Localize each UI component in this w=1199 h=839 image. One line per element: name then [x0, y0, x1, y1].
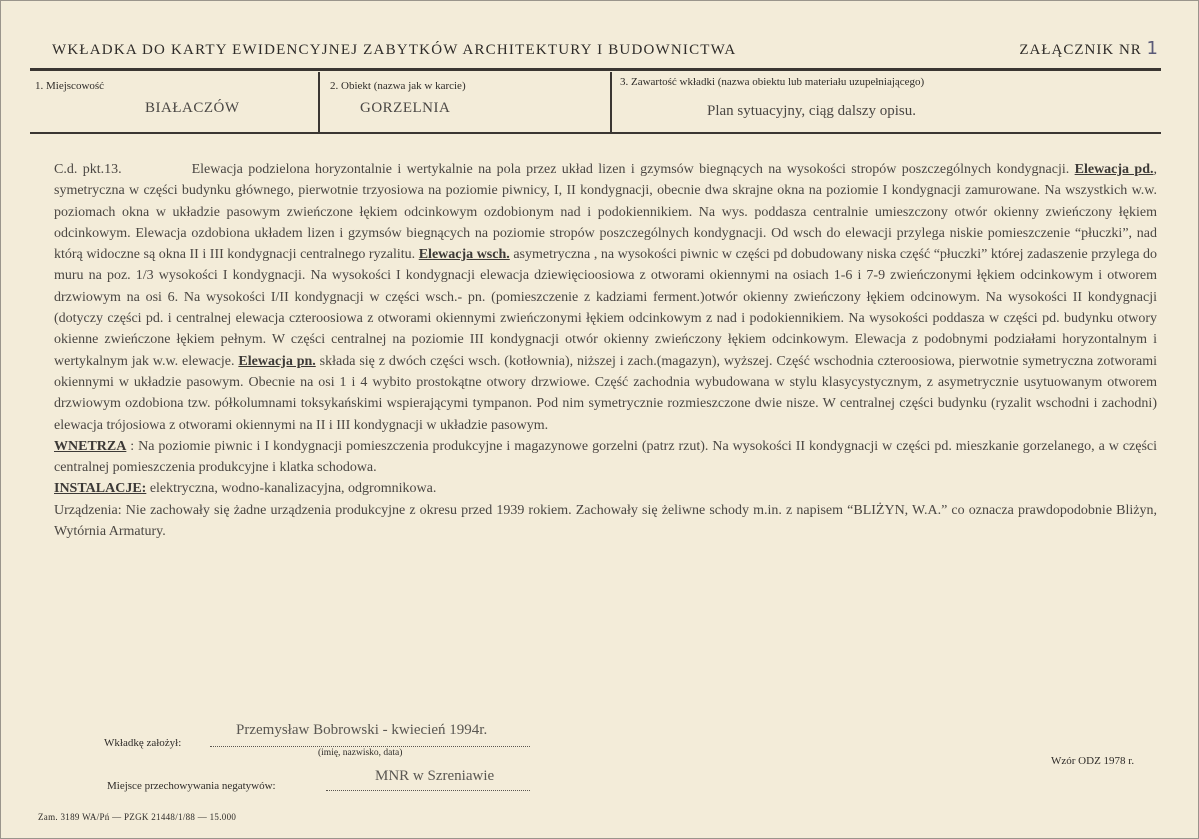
heading-installations: INSTALACJE:	[54, 481, 147, 497]
contents-box	[610, 72, 1163, 132]
heading-east-elevation: Elewacja wsch.	[418, 247, 510, 263]
annex-number: 1	[1146, 38, 1159, 59]
created-by-hint: (imię, nazwisko, data)	[318, 748, 403, 758]
locality-label: 1. Miejscowość	[35, 80, 105, 92]
header-fields	[30, 72, 1161, 134]
form-title: WKŁADKA DO KARTY EWIDENCYJNEJ ZABYTKÓW ARCHITEKTURY I BUDOWNICTWA	[52, 42, 737, 58]
negatives-storage-line	[326, 790, 530, 791]
object-label: 2. Obiekt (nazwa jak w karcie)	[330, 80, 466, 92]
equipment-text: Urządzenia: Nie zachowały się żadne urządzenia produkcyjne z okresu przed 1939 rokiem. Zachowały się żeliwne schody m.in. z napisem “BLIŻYN, W.A.” co oznacza prawdopodobnie Bliżyn, Wytórnia Armatury.	[54, 502, 1157, 540]
created-by-value: Przemysław Bobrowski - kwiecień 1994r.	[236, 722, 488, 738]
print-order-note: Zam. 3189 WA/Pń — PZGK 21448/1/88 — 15.000	[38, 812, 237, 822]
annex-label	[1019, 38, 1159, 59]
south-elevation-text: , symetryczna w części budynku głównego, pierwotnie trzyosiowa na poziomie piwnicy, I, II kondygnacji, obecnie dwa skrajne okna na poziomie I kondygnacji zamurowane. Na wszystkich w.w. poziomach okna w układzie pasowym zwieńczone łękiem odcinkowym ozdobionym nad i podokiennikiem. Na wys. poddasza centralnie umieszczony otwór okienny zwieńczony łękiem odcinkowym. Elewacja ozdobiona układem lizen i gzymsów biegnących na poziomie stropów poszczególnych kondygnacji. Od wsch do elewacji przylega niskie pomieszczenie “płuczki”, nad którą widoczne są okna II i III kondygnacji centralnego ryzalitu.	[54, 162, 1157, 263]
heading-interiors: WNETRZA	[54, 438, 127, 454]
contents-value: Plan sytuacyjny, ciąg dalszy opisu.	[707, 103, 916, 119]
annex-label-text: ZAŁĄCZNIK NR	[1019, 42, 1142, 58]
top-rule	[30, 68, 1161, 71]
paragraph-installations	[54, 478, 1157, 499]
contents-label: 3. Zawartość wkładki (nazwa obiektu lub materiału uzupełniającego)	[620, 76, 925, 88]
elevation-intro: Elewacja podzielona horyzontalnie i wertykalnie na pola przez układ lizen i gzymsów biegnących na wysokości stropów poszczególnych kondygnacji.	[191, 162, 1070, 177]
north-elevation-text: składa się z dwóch części wsch. (kotłownia), niższej i zach.(magazyn), wyższej. Część wschodnia czteroosiowa, pierwotnie symetryczna zotworami okiennymi w układzie pasowym. Obecnie na osi 1 i 4 wybito prostokątne otwory drzwiowe. Część zachodnia wybudowana w stylu klasycystycznym, z asymetrycznie usytuowanym otworem drzwiowym ozdobiona tzw. półkolumnami toksykańskimi wspierającymi tympanon. Pod nim symetrycznie rozmieszczone dwie nisze. W centralnej części budynku (ryzalit wschodni i zachodni) elewacja trójosiowa z otworami okiennymi na II i III kondygnacji w układzie pasowym.	[54, 353, 1157, 433]
negatives-storage-label: Miejsce przechowywania negatywów:	[107, 780, 276, 792]
paragraph-interiors	[54, 436, 1157, 479]
locality-value: BIAŁACZÓW	[145, 100, 240, 116]
paragraph-equipment	[54, 500, 1157, 543]
form-template-note: Wzór ODZ 1978 r.	[1051, 755, 1135, 767]
object-value: GORZELNIA	[360, 100, 451, 116]
east-elevation-text: asymetryczna , na wysokości piwnic w części pd dobudowany niska część “płuczki” której zadaszenie przylega do muru na poz. 1/3 wysokości I kondygnacji. Na wysokości I kondygnacji elewacja dziewięcioosiowa z otworami okiennymi na osiach 1-6 i 7-9 zwieńczonymi łękiem odcinkowym i otworem drzwiowym na osi 6. Na wysokości I/II kondygnacji w części wsch.- pn. (pomieszczenie z kadziami ferment.)otwór okienny zwieńczony łękiem odcinowym. Na wysokości II kondygnacji (dotyczy części pd. i centralnej elewacja czteroosiowa z otworami okiennymi zwieńczonymi łękiem odcinkowym z nad i podokiennikiem. Na wysokości poddasza w części pd. budynku otwory okienne zwieńczone łękiem pełnym. W części centralnej na poziomie III kondygnacji otwór okienny zwieńczony łękiem odcinkowym. Elewacja z podobnymi podziałami horyzontalnym i wertykalnym jak w.w. elewacje.	[54, 247, 1157, 369]
interiors-text: : Na poziomie piwnic i I kondygnacji pomieszczenia produkcyjne i magazynowe gorzelni (patrz rzut). Na wysokości II kondygnacji w części pd. mieszkanie gorzelanego, a w części centralnej pomieszczenia produkcyjne i klatka schodowa.	[54, 438, 1157, 476]
created-by-line	[210, 746, 530, 747]
created-by-label: Wkładkę założył:	[104, 737, 182, 749]
paragraph-elevations	[54, 159, 1157, 436]
installations-text: elektryczna, wodno-kanalizacyjna, odgromnikowa.	[146, 481, 437, 497]
negatives-storage-value: MNR w Szreniawie	[375, 768, 495, 784]
locality-box	[30, 72, 318, 132]
heading-north-elevation: Elewacja pn.	[238, 353, 316, 369]
continuation-ref: C.d. pkt.13.	[54, 162, 122, 177]
object-box	[318, 72, 612, 132]
description-body	[54, 159, 1157, 542]
heading-south-elevation: Elewacja pd.	[1074, 162, 1154, 177]
